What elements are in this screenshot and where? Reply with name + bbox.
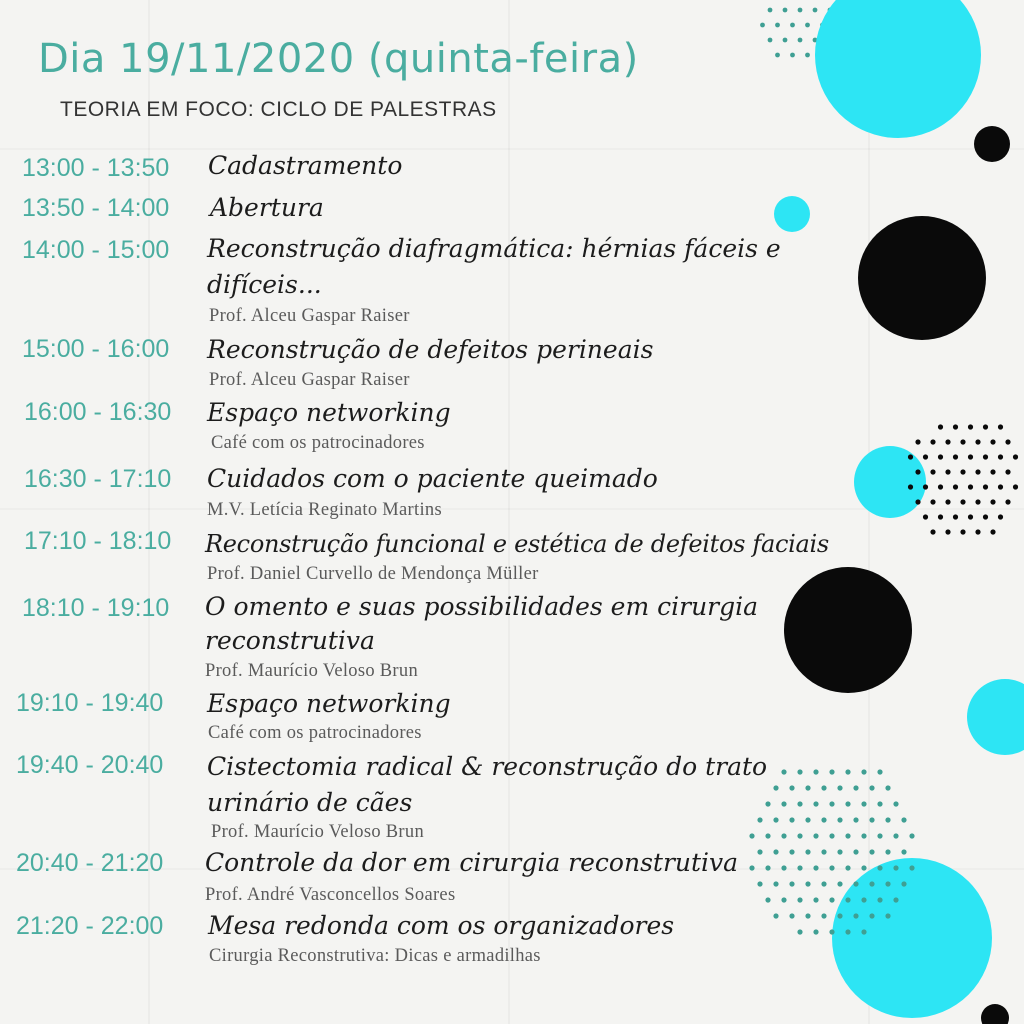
cyan-circle-small	[854, 446, 926, 518]
cyan-dot-small	[774, 196, 810, 232]
decor-dot	[998, 484, 1003, 489]
decor-dot	[877, 865, 882, 870]
decor-dot	[960, 439, 965, 444]
decor-dot	[1013, 454, 1018, 459]
speaker-name: Prof. Maurício Veloso Brun	[205, 661, 418, 681]
decor-dot	[845, 929, 850, 934]
speaker-name: Café com os patrocinadores	[208, 723, 422, 743]
decor-dot	[773, 785, 778, 790]
black-dot-bottom	[981, 1004, 1009, 1024]
decor-dot	[968, 514, 973, 519]
talk-title: Abertura	[210, 193, 324, 222]
decor-dot	[805, 881, 810, 886]
page-title: Dia 19/11/2020 (quinta-feira)	[38, 36, 639, 82]
decor-dot	[998, 514, 1003, 519]
talk-title: Reconstrução diafragmática: hérnias fáceis e	[207, 234, 781, 263]
decor-dot	[765, 801, 770, 806]
decor-dot	[790, 53, 795, 58]
decor-dot	[781, 897, 786, 902]
decor-dot	[953, 484, 958, 489]
decor-dot	[938, 454, 943, 459]
decor-dot	[915, 439, 920, 444]
decor-dot	[805, 817, 810, 822]
decor-dot	[813, 833, 818, 838]
decor-dot	[797, 897, 802, 902]
talk-title: Reconstrução de defeitos perineais	[207, 335, 654, 364]
decor-dot	[869, 785, 874, 790]
decor-dot	[960, 499, 965, 504]
decor-dot	[968, 484, 973, 489]
decor-dot	[901, 849, 906, 854]
decor-dot	[990, 469, 995, 474]
decor-dot	[861, 897, 866, 902]
decor-dot	[797, 833, 802, 838]
decor-dot	[789, 785, 794, 790]
decor-dot	[869, 913, 874, 918]
decor-dot	[893, 865, 898, 870]
decor-dot	[938, 484, 943, 489]
decor-dot	[953, 424, 958, 429]
decor-dot	[797, 929, 802, 934]
decor-dot	[821, 881, 826, 886]
talk-title: Cuidados com o paciente queimado	[207, 464, 658, 493]
decor-dot	[845, 865, 850, 870]
decor-dot	[923, 454, 928, 459]
decor-dot	[1013, 484, 1018, 489]
decor-dot	[953, 514, 958, 519]
decor-dot	[869, 881, 874, 886]
decor-dot	[909, 865, 914, 870]
decor-dot	[768, 38, 773, 43]
decor-dot	[869, 817, 874, 822]
decor-dot	[765, 833, 770, 838]
decor-dot	[829, 769, 834, 774]
decor-dot	[915, 499, 920, 504]
decor-dot	[885, 849, 890, 854]
decor-dot	[805, 23, 810, 28]
decor-dot	[813, 897, 818, 902]
time-slot: 14:00 - 15:00	[22, 236, 170, 264]
decor-dot	[938, 424, 943, 429]
decor-dot	[885, 785, 890, 790]
decor-dot	[908, 454, 913, 459]
speaker-name: M.V. Letícia Reginato Martins	[207, 500, 442, 520]
cyan-circle-right	[967, 679, 1024, 755]
decor-dot	[930, 469, 935, 474]
decor-dot	[877, 833, 882, 838]
decor-dot	[990, 529, 995, 534]
decor-dot	[813, 865, 818, 870]
decor-dot	[923, 514, 928, 519]
decor-dot	[781, 801, 786, 806]
decor-dot	[837, 881, 842, 886]
decor-dot	[853, 881, 858, 886]
decor-dot	[829, 929, 834, 934]
time-slot: 19:10 - 19:40	[16, 689, 164, 717]
decor-dot	[829, 897, 834, 902]
decor-dot	[805, 913, 810, 918]
decor-dot	[975, 439, 980, 444]
decor-dot	[861, 865, 866, 870]
decor-dot	[983, 424, 988, 429]
speaker-name: Prof. Alceu Gaspar Raiser	[209, 370, 410, 390]
decor-dot	[805, 53, 810, 58]
decor-dot	[968, 424, 973, 429]
black-dot-small	[974, 126, 1010, 162]
decor-dot	[757, 881, 762, 886]
time-slot: 19:40 - 20:40	[16, 751, 164, 779]
decor-dot	[845, 801, 850, 806]
decor-dot	[765, 897, 770, 902]
talk-title: Mesa redonda com os organizadores	[208, 911, 675, 940]
decor-dot	[975, 469, 980, 474]
speaker-name: Prof. Alceu Gaspar Raiser	[209, 306, 410, 326]
talk-title: O omento e suas possibilidades em cirurgia	[205, 592, 759, 621]
decor-dot	[749, 865, 754, 870]
decor-dot	[837, 849, 842, 854]
decor-dot	[829, 865, 834, 870]
decor-dot	[930, 499, 935, 504]
decor-dot	[869, 849, 874, 854]
decor-dot	[797, 801, 802, 806]
talk-title: Cistectomia radical & reconstrução do trato	[207, 752, 768, 781]
time-slot: 18:10 - 19:10	[22, 594, 170, 622]
decor-dot	[773, 881, 778, 886]
time-slot: 16:30 - 17:10	[24, 465, 172, 493]
speaker-name: Prof. Maurício Veloso Brun	[211, 822, 424, 842]
decor-dot	[797, 769, 802, 774]
talk-title: Controle da dor em cirurgia reconstrutiva	[205, 848, 739, 877]
decor-dot	[893, 801, 898, 806]
decor-dot	[798, 38, 803, 43]
decor-dot	[945, 529, 950, 534]
time-slot: 21:20 - 22:00	[16, 912, 164, 940]
decor-dot	[798, 8, 803, 13]
decor-dot	[853, 785, 858, 790]
time-slot: 16:00 - 16:30	[24, 398, 172, 426]
decor-dot	[861, 801, 866, 806]
decor-dot	[781, 833, 786, 838]
decor-dot	[877, 769, 882, 774]
decor-dot	[789, 913, 794, 918]
decor-dot	[797, 865, 802, 870]
decor-dot	[765, 865, 770, 870]
decor-dot	[813, 929, 818, 934]
decor-dot	[915, 469, 920, 474]
decor-dot	[983, 454, 988, 459]
decor-dot	[998, 424, 1003, 429]
decor-dot	[768, 8, 773, 13]
decor-dot	[861, 929, 866, 934]
time-slot: 20:40 - 21:20	[16, 849, 164, 877]
decor-dot	[837, 785, 842, 790]
decor-dot	[775, 23, 780, 28]
decor-dot	[829, 801, 834, 806]
decor-dot	[923, 484, 928, 489]
decor-dot	[783, 8, 788, 13]
decor-dot	[945, 499, 950, 504]
decor-dot	[845, 833, 850, 838]
decor-dot	[861, 833, 866, 838]
decor-dot	[813, 769, 818, 774]
decor-dot	[908, 484, 913, 489]
decor-dot	[893, 833, 898, 838]
time-slot: 13:50 - 14:00	[22, 194, 170, 222]
decor-dot	[789, 849, 794, 854]
decor-dot	[930, 439, 935, 444]
decor-dot	[960, 469, 965, 474]
decor-dot	[877, 801, 882, 806]
decor-dot	[783, 38, 788, 43]
decor-dot	[885, 913, 890, 918]
decor-dot	[998, 454, 1003, 459]
speaker-name: Café com os patrocinadores	[211, 433, 425, 453]
decor-dot	[813, 8, 818, 13]
decor-dot	[885, 817, 890, 822]
decor-dot	[930, 529, 935, 534]
decor-dot	[1005, 439, 1010, 444]
decor-dot	[773, 913, 778, 918]
decor-dot	[983, 514, 988, 519]
decor-dot	[821, 913, 826, 918]
decor-dot	[901, 817, 906, 822]
decor-dot	[813, 801, 818, 806]
decor-dot	[975, 529, 980, 534]
decor-dot	[789, 817, 794, 822]
decor-dot	[853, 913, 858, 918]
decor-dot	[968, 454, 973, 459]
page-subtitle: TEORIA EM FOCO: CICLO DE PALESTRAS	[60, 98, 497, 121]
decor-dot	[983, 484, 988, 489]
speaker-name: Prof. Daniel Curvello de Mendonça Müller	[207, 564, 539, 584]
cyan-circle-top	[815, 0, 981, 138]
decor-dot	[805, 785, 810, 790]
decor-dot	[853, 849, 858, 854]
talk-title-continued: difíceis...	[207, 270, 322, 299]
decor-dot	[757, 849, 762, 854]
decor-dot	[893, 897, 898, 902]
decor-dot	[781, 865, 786, 870]
decor-dot	[953, 454, 958, 459]
decor-dot	[945, 469, 950, 474]
decor-dot	[773, 817, 778, 822]
decor-dot	[960, 529, 965, 534]
talk-title: Espaço networking	[207, 398, 451, 427]
decor-dot	[1005, 469, 1010, 474]
decor-dot	[837, 817, 842, 822]
black-circle-mid	[858, 216, 986, 340]
decor-dot	[975, 499, 980, 504]
decor-dot	[837, 913, 842, 918]
decor-dot	[853, 817, 858, 822]
decor-dot	[821, 817, 826, 822]
decor-dot	[990, 499, 995, 504]
talk-title-continued: reconstrutiva	[205, 626, 375, 655]
decor-dot	[821, 849, 826, 854]
decor-dot	[775, 53, 780, 58]
decor-dot	[829, 833, 834, 838]
decor-dot	[885, 881, 890, 886]
decor-dot	[877, 897, 882, 902]
decor-dot	[861, 769, 866, 774]
time-slot: 13:00 - 13:50	[22, 154, 170, 182]
decor-dot	[1005, 499, 1010, 504]
decor-dot	[909, 833, 914, 838]
black-circle-lower	[784, 567, 912, 693]
decor-dot	[757, 817, 762, 822]
decor-dot	[990, 439, 995, 444]
speaker-name: Cirurgia Reconstrutiva: Dicas e armadilhas	[209, 946, 541, 966]
decor-dot	[901, 881, 906, 886]
talk-title-continued: urinário de cães	[207, 788, 413, 817]
talk-title: Espaço networking	[207, 689, 451, 718]
decor-dot	[749, 833, 754, 838]
time-slot: 15:00 - 16:00	[22, 335, 170, 363]
decor-dot	[845, 769, 850, 774]
decor-dot	[790, 23, 795, 28]
decor-dot	[773, 849, 778, 854]
decor-dot	[805, 849, 810, 854]
decor-dot	[781, 769, 786, 774]
speaker-name: Prof. André Vasconcellos Soares	[205, 885, 456, 905]
talk-title: Reconstrução funcional e estética de defeitos faciais	[205, 530, 829, 558]
talk-title: Cadastramento	[208, 151, 403, 180]
decor-dot	[945, 439, 950, 444]
decor-dot	[821, 785, 826, 790]
time-slot: 17:10 - 18:10	[24, 527, 172, 555]
decor-dot	[789, 881, 794, 886]
decor-dot	[938, 514, 943, 519]
decor-dot	[760, 23, 765, 28]
decor-dot	[845, 897, 850, 902]
